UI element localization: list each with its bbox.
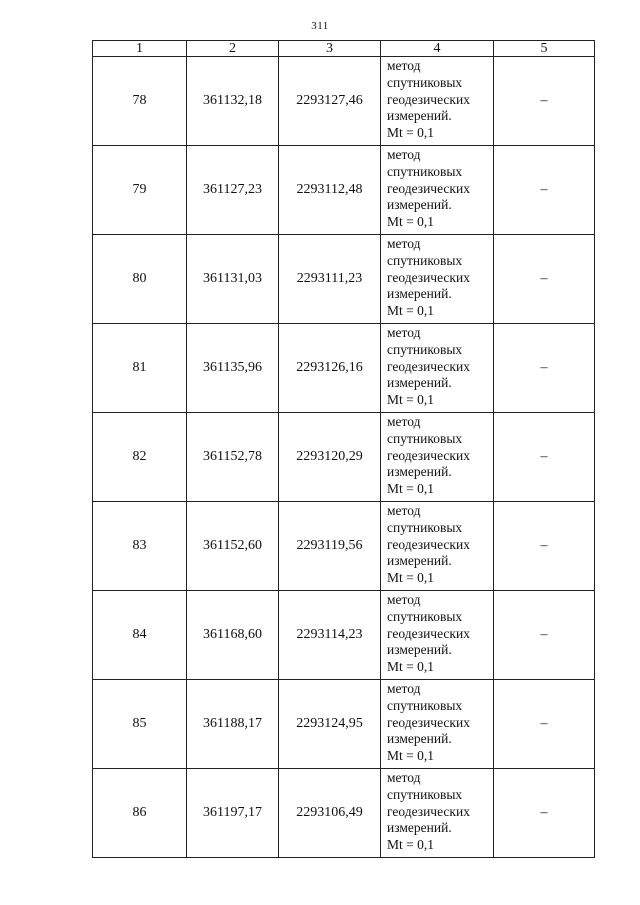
method-line: измерений. [387, 108, 452, 124]
table-row [93, 146, 595, 235]
point-number-cell: 85 [93, 680, 187, 769]
note-cell: – [494, 502, 595, 591]
column-header-3: 3 [279, 41, 381, 57]
page-number: 311 [311, 20, 329, 32]
method-cell [381, 235, 494, 324]
method-line: Mt = 0,1 [387, 837, 434, 853]
method-line: Mt = 0,1 [387, 214, 434, 230]
point-number-cell: 81 [93, 324, 187, 413]
method-line: спутниковых [387, 163, 463, 179]
column-header-2: 2 [187, 41, 279, 57]
method-line: метод [387, 503, 421, 518]
method-line: Mt = 0,1 [387, 570, 434, 586]
column-header-4: 4 [381, 41, 494, 57]
column-header-5: 5 [494, 41, 595, 57]
method-line: метод [387, 58, 421, 73]
method-line: Mt = 0,1 [387, 303, 434, 319]
note-cell: – [494, 146, 595, 235]
method-line: спутниковых [387, 697, 463, 713]
table-body [93, 57, 595, 858]
note-cell: – [494, 235, 595, 324]
method-line: Mt = 0,1 [387, 659, 434, 675]
y-coordinate-cell: 2293124,95 [279, 680, 381, 769]
method-line: геодезических [387, 714, 470, 730]
point-number-cell: 78 [93, 57, 187, 146]
method-line: спутниковых [387, 608, 463, 624]
y-coordinate-cell: 2293126,16 [279, 324, 381, 413]
method-cell [381, 57, 494, 146]
y-coordinate-cell: 2293111,23 [279, 235, 381, 324]
method-line: метод [387, 414, 421, 429]
method-line: спутниковых [387, 74, 463, 90]
method-line: спутниковых [387, 341, 463, 357]
y-coordinate-cell: 2293112,48 [279, 146, 381, 235]
y-coordinate-cell: 2293114,23 [279, 591, 381, 680]
column-header-1: 1 [93, 41, 187, 57]
method-line: спутниковых [387, 430, 463, 446]
method-line: метод [387, 770, 421, 785]
method-line: геодезических [387, 536, 470, 552]
method-line: метод [387, 236, 421, 251]
table-row [93, 680, 595, 769]
method-line: метод [387, 147, 421, 162]
method-line: Mt = 0,1 [387, 392, 434, 408]
table-row [93, 324, 595, 413]
y-coordinate-cell: 2293127,46 [279, 57, 381, 146]
method-line: Mt = 0,1 [387, 125, 434, 141]
point-number-cell: 83 [93, 502, 187, 591]
note-cell: – [494, 680, 595, 769]
note-cell: – [494, 324, 595, 413]
method-line: геодезических [387, 269, 470, 285]
method-line: геодезических [387, 447, 470, 463]
method-cell [381, 769, 494, 858]
method-line: Mt = 0,1 [387, 481, 434, 497]
method-line: измерений. [387, 642, 452, 658]
method-line: измерений. [387, 731, 452, 747]
method-line: измерений. [387, 820, 452, 836]
method-cell [381, 680, 494, 769]
table-row [93, 502, 595, 591]
x-coordinate-cell: 361152,78 [187, 413, 279, 502]
point-number-cell: 84 [93, 591, 187, 680]
method-cell [381, 502, 494, 591]
table-header-row [93, 41, 595, 57]
note-cell: – [494, 413, 595, 502]
table-row [93, 57, 595, 146]
method-line: геодезических [387, 91, 470, 107]
method-line: измерений. [387, 553, 452, 569]
table-row [93, 591, 595, 680]
y-coordinate-cell: 2293120,29 [279, 413, 381, 502]
table-row [93, 413, 595, 502]
method-line: спутниковых [387, 786, 463, 802]
note-cell: – [494, 591, 595, 680]
method-line: метод [387, 592, 421, 607]
point-number-cell: 80 [93, 235, 187, 324]
point-number-cell: 86 [93, 769, 187, 858]
method-line: спутниковых [387, 519, 463, 535]
note-cell: – [494, 769, 595, 858]
table-row [93, 235, 595, 324]
method-line: Mt = 0,1 [387, 748, 434, 764]
method-line: геодезических [387, 180, 470, 196]
x-coordinate-cell: 361152,60 [187, 502, 279, 591]
x-coordinate-cell: 361188,17 [187, 680, 279, 769]
method-cell [381, 324, 494, 413]
method-line: спутниковых [387, 252, 463, 268]
x-coordinate-cell: 361132,18 [187, 57, 279, 146]
method-line: измерений. [387, 464, 452, 480]
point-number-cell: 82 [93, 413, 187, 502]
point-number-cell: 79 [93, 146, 187, 235]
note-cell: – [494, 57, 595, 146]
method-cell [381, 591, 494, 680]
x-coordinate-cell: 361197,17 [187, 769, 279, 858]
x-coordinate-cell: 361168,60 [187, 591, 279, 680]
method-line: геодезических [387, 358, 470, 374]
method-cell [381, 146, 494, 235]
y-coordinate-cell: 2293106,49 [279, 769, 381, 858]
method-line: метод [387, 325, 421, 340]
method-line: геодезических [387, 803, 470, 819]
method-line: измерений. [387, 286, 452, 302]
method-line: измерений. [387, 375, 452, 391]
x-coordinate-cell: 361127,23 [187, 146, 279, 235]
method-line: метод [387, 681, 421, 696]
x-coordinate-cell: 361135,96 [187, 324, 279, 413]
coordinates-table [92, 40, 595, 858]
method-line: геодезических [387, 625, 470, 641]
method-cell [381, 413, 494, 502]
x-coordinate-cell: 361131,03 [187, 235, 279, 324]
method-line: измерений. [387, 197, 452, 213]
y-coordinate-cell: 2293119,56 [279, 502, 381, 591]
table-row [93, 769, 595, 858]
